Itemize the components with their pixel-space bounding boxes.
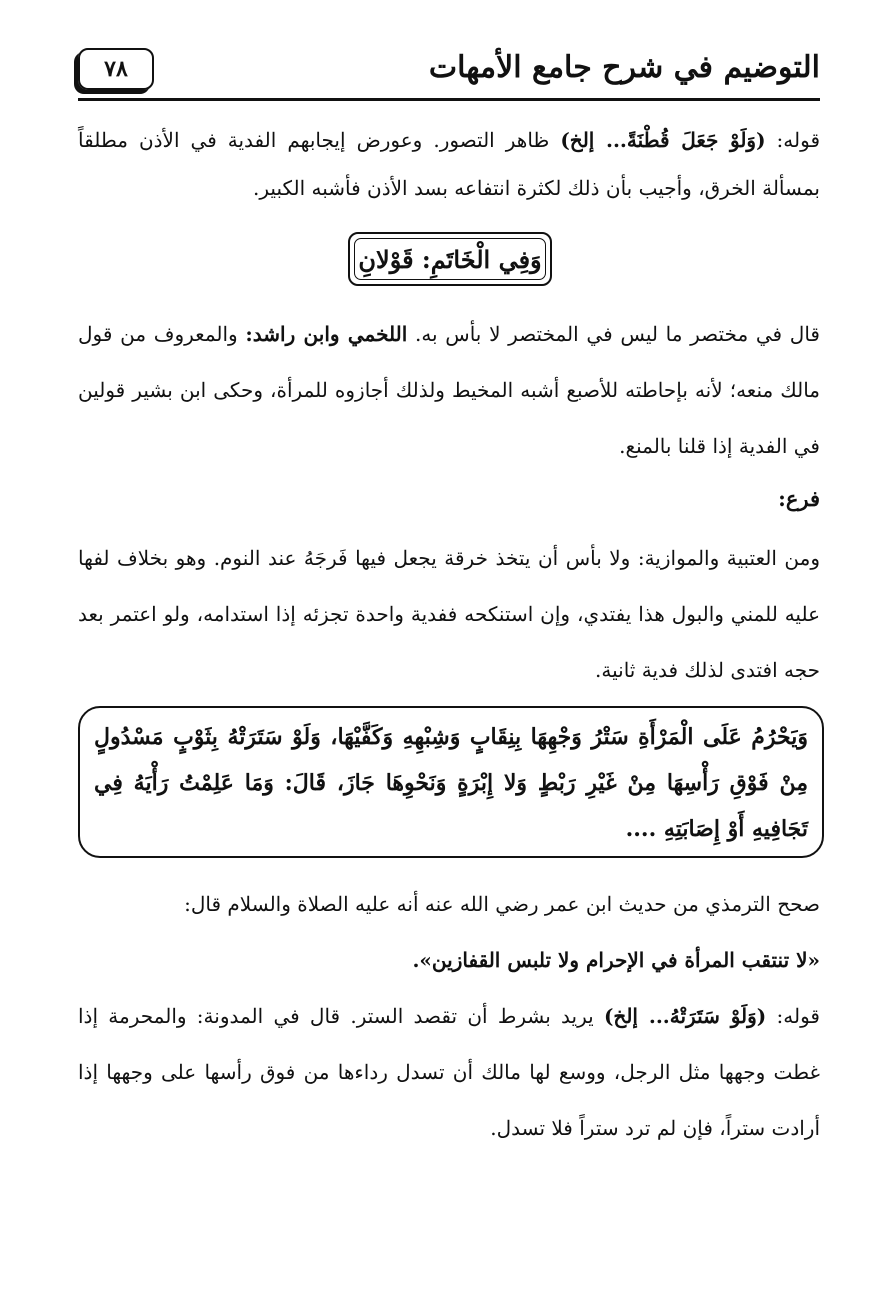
subheading-far: فرع: [778, 486, 820, 511]
matn-text: وَيَحْرُمُ عَلَى الْمَرْأَةِ سَتْرُ وَجْهِهَا بِنِقَابٍ وَشِبْهِهِ وَكَفَّيْهَا، وَلَوْ سَتَرَتْهُ بِثَوْبٍ مَسْدُولٍ مِنْ فَوْقِ رَأْسِهَا مِنْ غَيْرِ رَبْطٍ وَلا إِبْرَةٍ وَنَحْوِهَا جَازَ، قَالَ: وَمَا عَلِمْتُ رَأْيَهُ فِي تَجَافِيهِ أَوْ إِصَابَتِهِ .... [94, 724, 808, 842]
page-number-box [78, 48, 154, 90]
hadith-text: «لا تنتقب المرأة في الإحرام ولا تلبس القفازين». [412, 948, 820, 972]
paragraph-text: يريد بشرط أن تقصد الستر. قال في المدونة: والمحرمة إذا غطت وجهها مثل الرجل، ووسع لها مالك أن تسدل رداءها من فوق رأسها على وجهها إذا أرادت ستراً، فإن لم ترد ستراً فلا تسدل. [78, 1004, 820, 1140]
paragraph-hadith [78, 876, 820, 988]
paragraph-commentary-5 [78, 988, 820, 1156]
matn-quote-box [78, 706, 824, 858]
paragraph-text: ومن العتبية والموازية: ولا بأس أن يتخذ خرقة يجعل فيها فَرجَهُ عند النوم. وهو بخلاف لفها عليه للمني والبول هذا يفتدي، وإن استنكحه ففدية واحدة تجزئه إذا استدامه، ولو اعتمر بعد حجه افتدى لذلك فدية ثانية. [78, 546, 820, 682]
page-number: ٧٨ [104, 56, 128, 82]
scholar-names: اللخمي وابن راشد: [245, 322, 408, 346]
paragraph-prefix: قوله: [766, 1004, 820, 1028]
section-heading: وَفِي الْخَاتَمِ: قَوْلانِ [358, 244, 542, 274]
matn-quote: (وَلَوْ جَعَلَ قُطْنَةً... إلخ) [560, 128, 766, 152]
paragraph-commentary-2 [78, 306, 820, 474]
page-header [78, 40, 820, 101]
matn-quote: (وَلَوْ سَتَرَتْهُ... إلخ) [603, 1004, 767, 1028]
paragraph-text: ظاهر التصور. وعورض إيجابهم الفدية في الأذن مطلقاً بمسألة الخرق، وأجيب بأن ذلك لكثرة انتفاعه بسد الأذن فأشبه الكبير. [78, 128, 820, 200]
paragraph-prefix: قوله: [765, 128, 821, 152]
book-title: التوضيم في شرح جامع الأمهات [428, 50, 820, 85]
section-heading-box [348, 232, 552, 286]
paragraph-text: صحح الترمذي من حديث ابن عمر رضي الله عنه أنه عليه الصلاة والسلام قال: [184, 892, 820, 916]
paragraph-commentary-1 [78, 116, 820, 212]
paragraph-commentary-3 [78, 530, 820, 698]
paragraph-text-b: والمعروف من قول مالك منعه؛ لأنه بإحاطته للأصبع أشبه المخيط ولذلك أجازوه للمرأة، وحكى ابن بشير قولين في الفدية إذا قلنا بالمنع. [78, 322, 820, 458]
paragraph-text-a: قال في مختصر ما ليس في المختصر لا بأس به. [407, 322, 820, 346]
